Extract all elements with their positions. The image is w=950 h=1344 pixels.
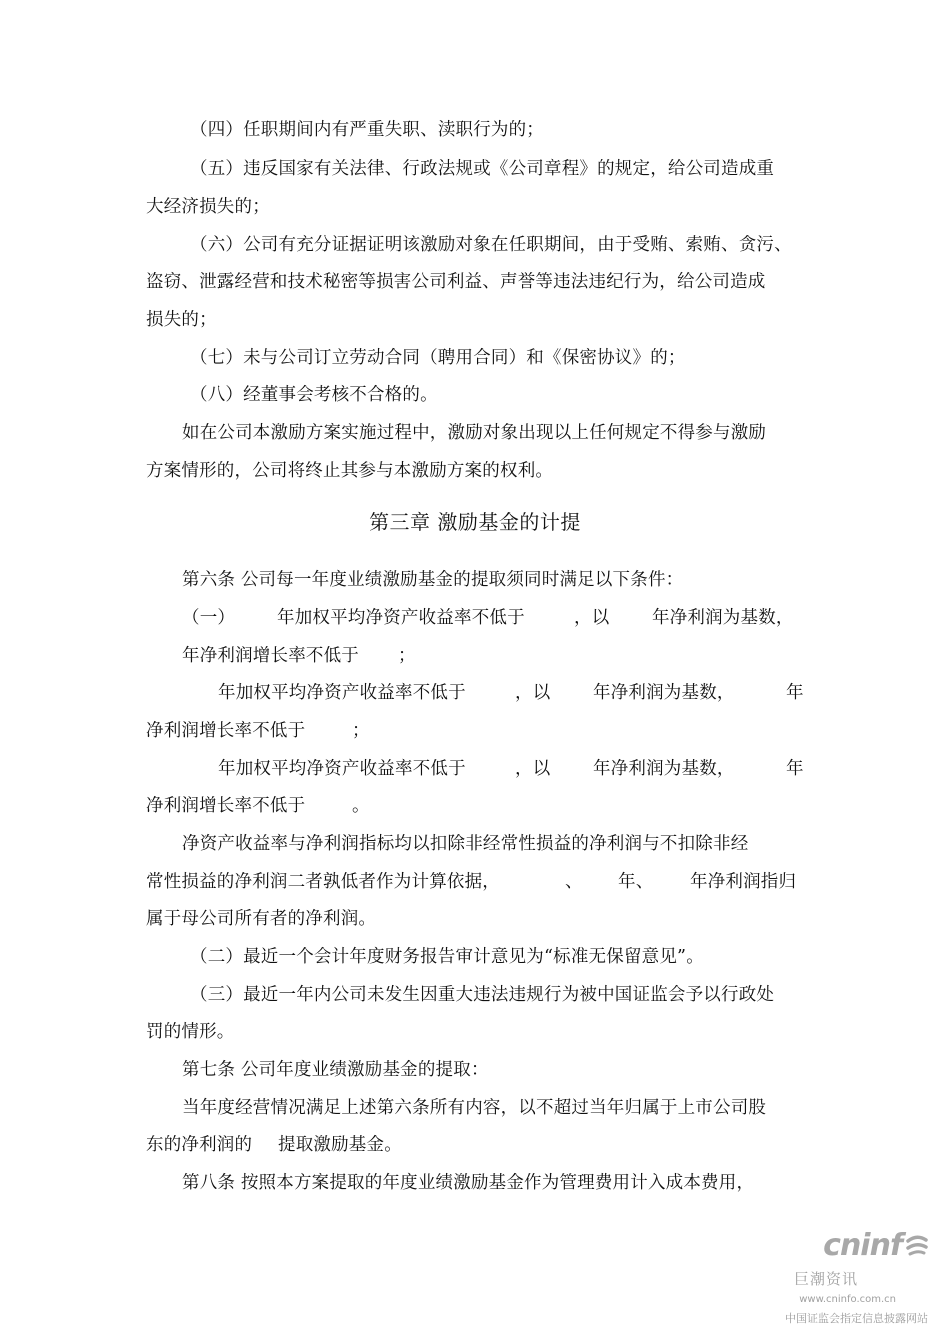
article-7-fund-text: 提取激励基金。 (278, 1135, 402, 1155)
condition-2-end: ； (352, 721, 370, 741)
roe-note-basis: 常性损益的净利润二者孰低者作为计算依据， (146, 872, 500, 892)
condition-three-line-1: （三）最近一年内公司未发生因重大违法违规行为被中国证监会予以行政处 (190, 985, 775, 1005)
condition-2-base-text: ，以 (515, 683, 551, 703)
cninfo-url: www.cninfo.com.cn (799, 1294, 896, 1305)
cninfo-logo: cninf (823, 1228, 902, 1263)
cninfo-chinese-name: 巨潮资讯 (793, 1270, 858, 1288)
article-8-line-1: 第八条 按照本方案提取的年度业绩激励基金作为管理费用计入成本费用， (182, 1173, 755, 1193)
roe-note-line-1: 净资产收益率与净利润指标均以扣除非经常性损益的净利润与不扣除非经 (182, 834, 749, 854)
clause-6-line-2: 盗窃、泄露经营和技术秘密等损害公司利益、声誉等违法违纪行为，给公司造成 (146, 272, 766, 292)
condition-3-year: 年 (786, 759, 804, 779)
condition-three-line-2: 罚的情形。 (146, 1022, 235, 1042)
condition-2-profit-text: 年净利润为基数， (593, 683, 735, 703)
condition-3-roe-text: 年加权平均净资产收益率不低于 (218, 759, 466, 779)
condition-2-roe-text: 年加权平均净资产收益率不低于 (218, 683, 466, 703)
cninfo-footer: 中国证监会指定信息披露网站 (785, 1312, 928, 1325)
condition-1-growth-text: 年净利润增长率不低于 (182, 646, 359, 666)
article-7-title: 第七条 公司年度业绩激励基金的提取： (182, 1060, 489, 1080)
article-7-profit-text: 东的净利润的 (146, 1135, 253, 1155)
clause-4: （四）任职期间内有严重失职、渎职行为的； (190, 120, 544, 140)
cninfo-swirl-icon (904, 1232, 930, 1258)
clause-7: （七）未与公司订立劳动合同（聘用合同）和《保密协议》的； (190, 348, 686, 368)
condition-1-marker: （一） (182, 608, 236, 628)
condition-two: （二）最近一个会计年度财务报告审计意见为“标准无保留意见”。 (190, 947, 704, 967)
condition-3-base-text: ，以 (515, 759, 551, 779)
clause-6-line-3: 损失的； (146, 310, 217, 330)
article-6-title: 第六条 公司每一年度业绩激励基金的提取须同时满足以下条件： (182, 570, 684, 590)
condition-1-end: ； (398, 646, 416, 666)
condition-3-profit-text: 年净利润为基数， (593, 759, 735, 779)
termination-line-1: 如在公司本激励方案实施过程中，激励对象出现以上任何规定不得参与激励 (182, 423, 767, 443)
condition-3-growth-text: 净利润增长率不低于 (146, 796, 306, 816)
condition-1-roe-text: 年加权平均净资产收益率不低于 (277, 608, 525, 628)
clause-5-line-2: 大经济损失的； (146, 197, 270, 217)
clause-6-line-1: （六）公司有充分证据证明该激励对象在任职期间，由于受贿、索贿、贪污、 (190, 235, 792, 255)
cninfo-watermark (770, 1228, 940, 1338)
chapter-heading: 第三章 激励基金的计提 (369, 510, 581, 534)
condition-3-end: 。 (352, 796, 370, 816)
condition-1-profit-text: 年净利润为基数， (652, 608, 794, 628)
roe-note-line-3: 属于母公司所有者的净利润。 (146, 909, 377, 929)
roe-note-sep-1: 、 (565, 872, 583, 892)
termination-line-2: 方案情形的，公司将终止其参与本激励方案的权利。 (146, 461, 554, 481)
roe-note-year-1: 年、 (618, 872, 654, 892)
condition-2-year: 年 (786, 683, 804, 703)
clause-5-line-1: （五）违反国家有关法律、行政法规或《公司章程》的规定，给公司造成重 (190, 159, 775, 179)
article-7-line-1: 当年度经营情况满足上述第六条所有内容，以不超过当年归属于上市公司股 (182, 1098, 767, 1118)
condition-1-base-text: ，以 (574, 608, 610, 628)
clause-8: （八）经董事会考核不合格的。 (190, 385, 438, 405)
condition-2-growth-text: 净利润增长率不低于 (146, 721, 306, 741)
roe-note-year-2: 年净利润指归 (690, 872, 797, 892)
